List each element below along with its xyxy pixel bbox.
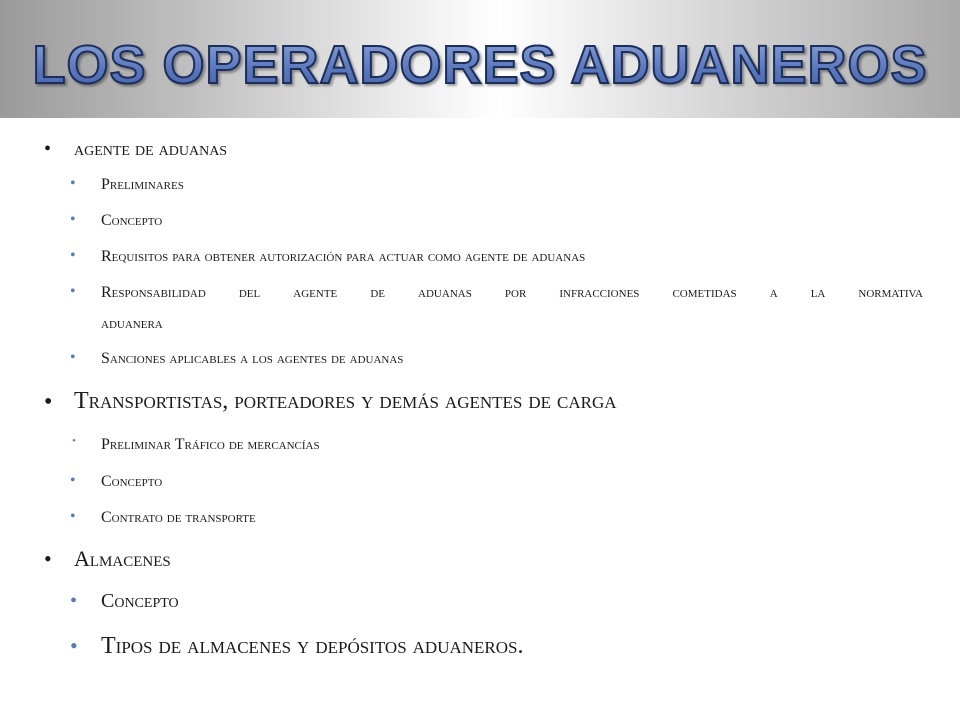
list-item: Sanciones aplicables a los agentes de aduanas [101, 350, 404, 367]
bullet-icon: • [70, 349, 76, 366]
section-heading: Transportistas, porteadores y demás agentes de carga [74, 388, 617, 414]
bullet-icon: • [70, 247, 76, 264]
bullet-icon: • [70, 283, 76, 300]
bullet-icon: • [70, 633, 78, 658]
bullet-icon: • [44, 138, 52, 160]
section-heading: Almacenes [74, 546, 171, 571]
list-item: Tipos de almacenes y depósitos aduaneros. [101, 633, 524, 659]
list-item: Concepto [101, 212, 163, 229]
list-item: Responsabilidad del agente de aduanas por infracciones cometidas a la normativa [101, 284, 923, 301]
list-item: Concepto [101, 590, 179, 612]
bullet-icon: • [70, 175, 76, 192]
bullet-icon: • [44, 389, 53, 415]
bullet-icon: • [70, 590, 78, 612]
bullet-icon: • [70, 211, 76, 228]
section-heading: agente de aduanas [74, 138, 228, 160]
list-item: Contrato de transporte [101, 509, 256, 526]
list-item-continuation: aduanera [101, 315, 163, 332]
list-item: Preliminares [101, 176, 184, 193]
slide-title: LOS OPERADORES ADUANEROS [0, 26, 960, 104]
bullet-icon: • [70, 508, 76, 525]
list-item: Concepto [101, 473, 163, 490]
bullet-icon: • [70, 472, 76, 489]
bullet-icon: • [72, 435, 76, 447]
list-item: Preliminar Tráfico de mercancías [101, 436, 320, 453]
list-item: Requisitos para obtener autorización para actuar como agente de aduanas [101, 248, 586, 265]
bullet-icon: • [44, 546, 52, 571]
